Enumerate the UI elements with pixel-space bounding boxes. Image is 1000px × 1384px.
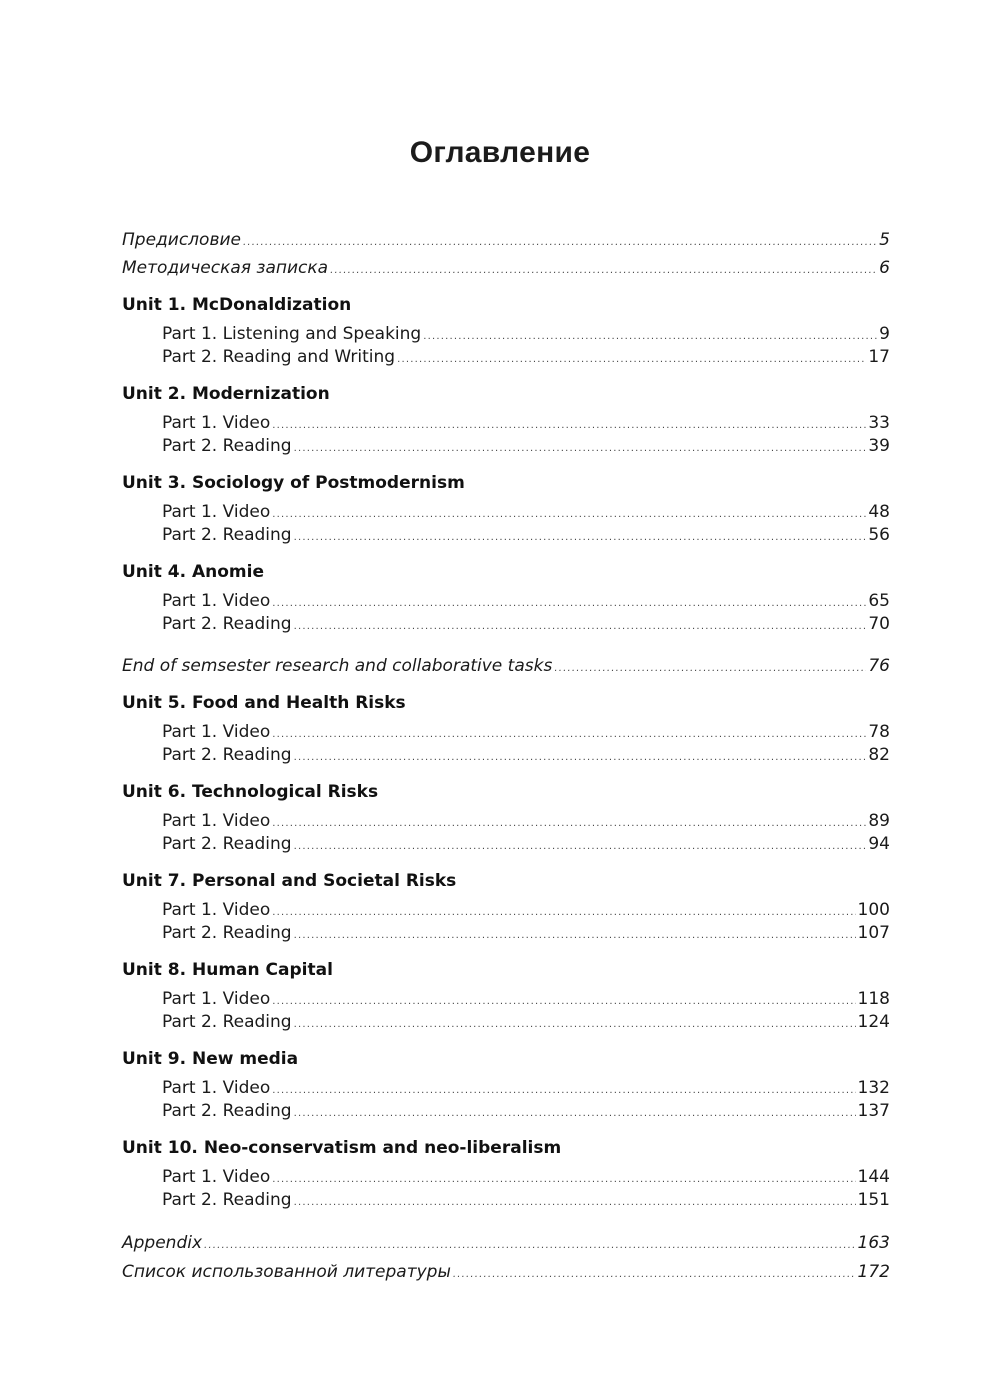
toc-entry[interactable]	[162, 435, 890, 460]
toc-page-number: 144	[857, 1167, 890, 1187]
unit-heading[interactable]: Unit 4. Anomie	[122, 562, 264, 582]
toc-entry[interactable]	[162, 323, 890, 348]
toc-entry[interactable]	[162, 524, 890, 549]
toc-leader-dots	[272, 724, 866, 746]
toc-page-number: 70	[868, 614, 890, 634]
toc-entry-label: Part 2. Reading and Writing	[162, 347, 396, 367]
toc-entry-label: Part 1. Video	[162, 900, 271, 920]
toc-leader-dots	[272, 813, 866, 835]
unit-heading[interactable]: Unit 3. Sociology of Postmodernism	[122, 473, 465, 493]
toc-page-number: 65	[868, 591, 890, 611]
toc-entry-label: Part 1. Video	[162, 413, 271, 433]
toc-entry-appendix[interactable]	[122, 1232, 890, 1257]
toc-entry-label: Part 1. Video	[162, 811, 271, 831]
toc-entry[interactable]	[162, 501, 890, 526]
toc-entry[interactable]	[162, 988, 890, 1013]
toc-entry[interactable]	[162, 613, 890, 638]
toc-entry-label: Part 1. Video	[162, 591, 271, 611]
toc-entry-label: Part 1. Video	[162, 1078, 271, 1098]
toc-leader-dots	[294, 1103, 856, 1125]
toc-leader-dots	[272, 991, 855, 1013]
toc-entry-label: Part 2. Reading	[162, 1190, 292, 1210]
toc-leader-dots	[272, 902, 855, 924]
toc-page-number: 33	[868, 413, 890, 433]
toc-leader-dots	[272, 415, 866, 437]
toc-page-number: 56	[868, 525, 890, 545]
toc-entry[interactable]	[162, 590, 890, 615]
toc-page-number: 9	[879, 324, 890, 344]
toc-page-number: 137	[857, 1101, 890, 1121]
toc-entry[interactable]	[162, 1100, 890, 1125]
toc-leader-dots	[294, 438, 867, 460]
toc-entry-label: Part 1. Listening and Speaking	[162, 324, 422, 344]
toc-page-number: 94	[868, 834, 890, 854]
toc-leader-dots	[243, 232, 877, 254]
toc-page-number: 172	[857, 1262, 890, 1282]
toc-leader-dots	[294, 925, 856, 947]
toc-leader-dots	[272, 593, 866, 615]
toc-page-number: 39	[868, 436, 890, 456]
toc-entry[interactable]	[162, 744, 890, 769]
toc-entry-methodical-note[interactable]	[122, 257, 890, 282]
toc-leader-dots	[204, 1235, 856, 1257]
toc-page-number: 6	[879, 258, 890, 278]
toc-entry-preface[interactable]	[122, 229, 890, 254]
toc-entry-label: Part 2. Reading	[162, 1012, 292, 1032]
page-title: Оглавление	[409, 136, 591, 169]
toc-leader-dots	[272, 1169, 855, 1191]
toc-entry-label: Методическая записка	[122, 258, 329, 278]
toc-entry[interactable]	[162, 1077, 890, 1102]
toc-entry-label: Part 2. Reading	[162, 525, 292, 545]
toc-entry-semester-tasks[interactable]	[122, 655, 890, 680]
toc-entry-label: End of semsester research and collaborative tasks	[122, 656, 553, 676]
toc-leader-dots	[294, 836, 867, 858]
toc-entry-label: Part 2. Reading	[162, 436, 292, 456]
toc-leader-dots	[294, 616, 867, 638]
toc-leader-dots	[272, 504, 866, 526]
toc-entry[interactable]	[162, 899, 890, 924]
toc-page-number: 48	[868, 502, 890, 522]
unit-heading[interactable]: Unit 8. Human Capital	[122, 960, 333, 980]
toc-page-number: 82	[868, 745, 890, 765]
toc-entry[interactable]	[162, 1189, 890, 1214]
toc-leader-dots	[554, 658, 866, 680]
toc-leader-dots	[294, 747, 867, 769]
toc-page-number: 100	[857, 900, 890, 920]
toc-leader-dots	[453, 1264, 856, 1286]
toc-entry[interactable]	[162, 721, 890, 746]
toc-page-number: 163	[857, 1233, 890, 1253]
toc-entry-label: Part 1. Video	[162, 722, 271, 742]
toc-leader-dots	[294, 1192, 856, 1214]
toc-leader-dots	[423, 326, 877, 348]
toc-entry-references[interactable]	[122, 1261, 890, 1286]
toc-entry-label: Part 1. Video	[162, 502, 271, 522]
toc-page-number: 124	[857, 1012, 890, 1032]
toc-entry[interactable]	[162, 833, 890, 858]
toc-entry-label: Part 2. Reading	[162, 834, 292, 854]
toc-page-number: 76	[868, 656, 890, 676]
toc-entry-label: Part 1. Video	[162, 1167, 271, 1187]
toc-page-number: 132	[857, 1078, 890, 1098]
toc-entry[interactable]	[162, 346, 890, 371]
toc-entry[interactable]	[162, 412, 890, 437]
toc-entry-label: Part 2. Reading	[162, 1101, 292, 1121]
toc-page-number: 107	[857, 923, 890, 943]
unit-heading[interactable]: Unit 7. Personal and Societal Risks	[122, 871, 457, 891]
toc-page-number: 78	[868, 722, 890, 742]
unit-heading[interactable]: Unit 6. Technological Risks	[122, 782, 379, 802]
unit-heading[interactable]: Unit 10. Neo-conservatism and neo-liberalism	[122, 1138, 562, 1158]
toc-entry-label: Appendix	[122, 1233, 203, 1253]
toc-entry-label: Part 2. Reading	[162, 614, 292, 634]
toc-leader-dots	[330, 260, 877, 282]
toc-page-number: 151	[857, 1190, 890, 1210]
toc-entry[interactable]	[162, 1166, 890, 1191]
unit-heading[interactable]: Unit 1. McDonaldization	[122, 295, 352, 315]
toc-entry-label: Part 2. Reading	[162, 745, 292, 765]
toc-page-number: 5	[879, 230, 890, 250]
toc-entry-label: Part 1. Video	[162, 989, 271, 1009]
toc-page-number: 118	[857, 989, 890, 1009]
toc-leader-dots	[272, 1080, 855, 1102]
toc-leader-dots	[397, 349, 866, 371]
toc-entry-label: Предисловие	[122, 230, 241, 250]
toc-entry-label: Part 2. Reading	[162, 923, 292, 943]
toc-page-number: 17	[868, 347, 890, 367]
toc-leader-dots	[294, 527, 867, 549]
toc-entry[interactable]	[162, 922, 890, 947]
toc-entry[interactable]	[162, 1011, 890, 1036]
unit-heading[interactable]: Unit 9. New media	[122, 1049, 299, 1069]
toc-entry[interactable]	[162, 810, 890, 835]
toc-leader-dots	[294, 1014, 856, 1036]
toc-entry-label: Список использованной литературы	[122, 1262, 451, 1282]
unit-heading[interactable]: Unit 5. Food and Health Risks	[122, 693, 406, 713]
toc-page-number: 89	[868, 811, 890, 831]
unit-heading[interactable]: Unit 2. Modernization	[122, 384, 330, 404]
